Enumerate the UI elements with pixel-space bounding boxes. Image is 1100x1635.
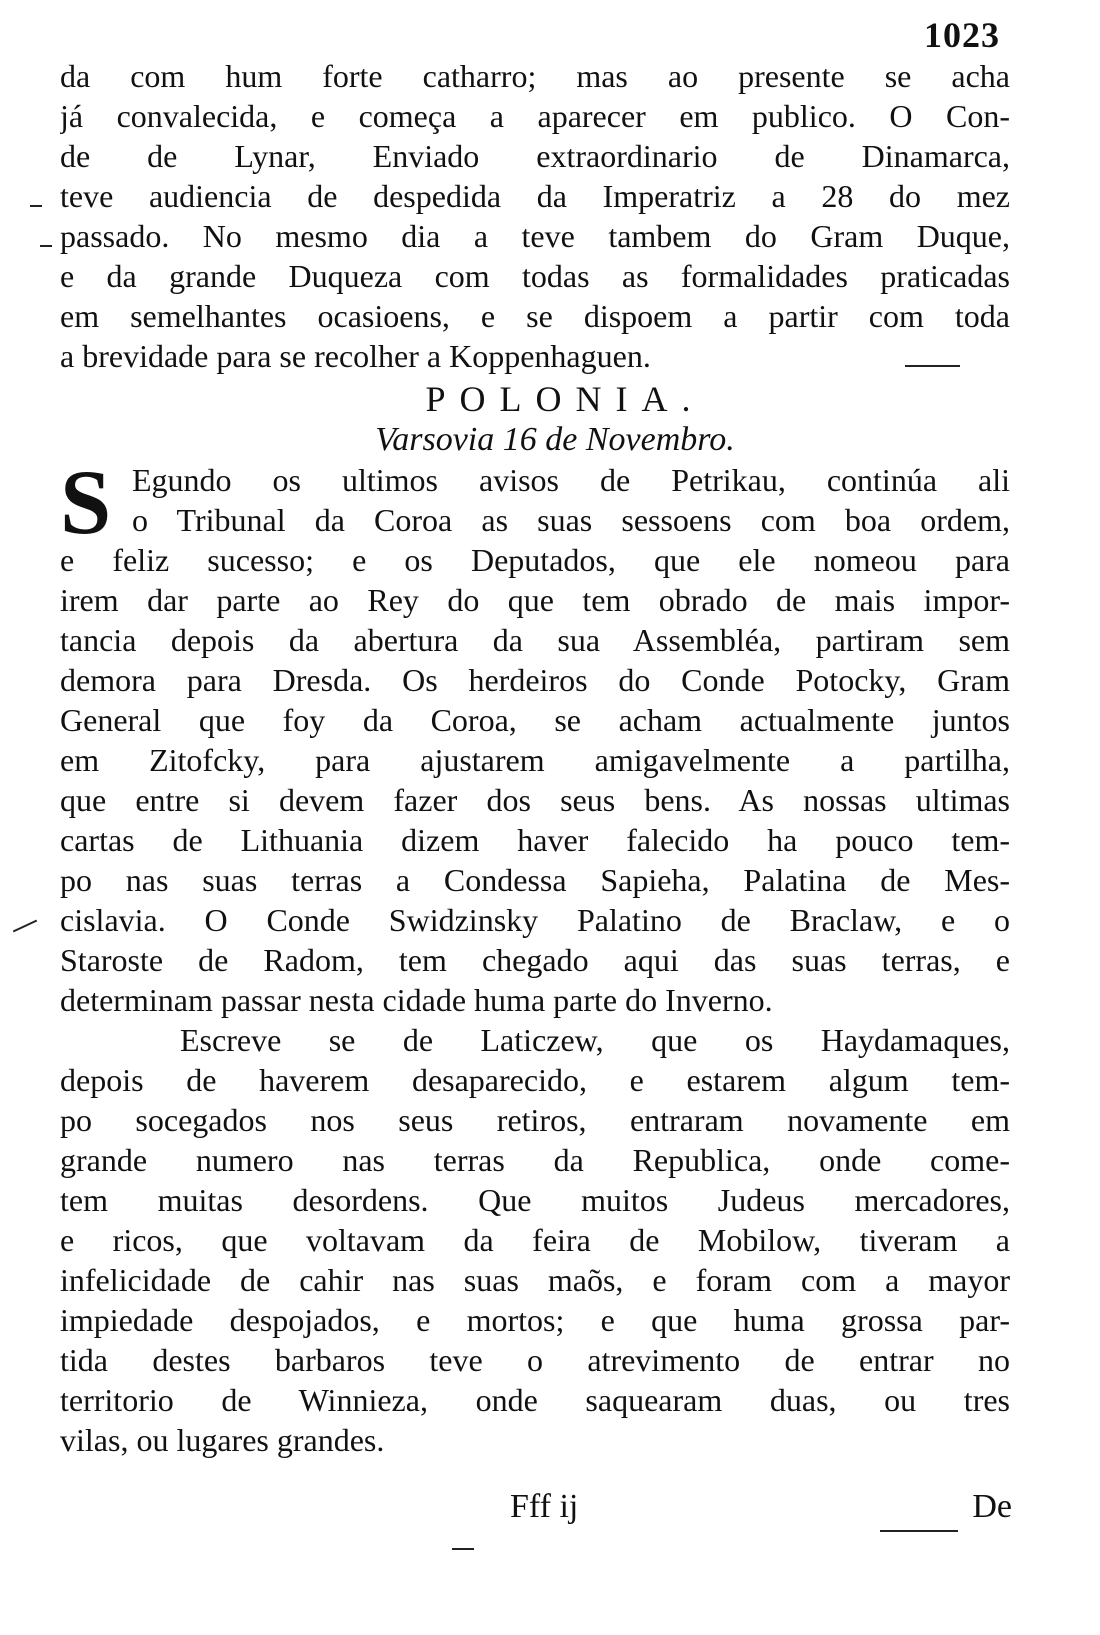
text-line: Egundo os ultimos avisos de Petrikau, continúa ali (132, 462, 1010, 498)
text-line: po nas suas terras a Condessa Sapieha, Palatina de Mes- (60, 862, 1010, 898)
signature-mark: Fff ij (510, 1488, 579, 1525)
text-line: Staroste de Radom, tem chegado aqui das suas terras, e (60, 942, 1010, 978)
text-line: impiedade despojados, e mortos; e que huma grossa par- (60, 1302, 1010, 1338)
text-line: já convalecida, e começa a aparecer em publico. O Con- (60, 98, 1010, 134)
text-line: que entre si devem fazer dos seus bens. As nossas ultimas (60, 782, 1010, 818)
text-line: tancia depois da abertura da sua Assembléa, partiram sem (60, 622, 1010, 658)
text-line: da com hum forte catharro; mas ao presente se acha (60, 58, 1010, 94)
text-line: cartas de Lithuania dizem haver falecido ha pouco tem- (60, 822, 1010, 858)
text-line: po socegados nos seus retiros, entraram novamente em (60, 1102, 1010, 1138)
text-line: tem muitas desordens. Que muitos Judeus mercadores, (60, 1182, 1010, 1218)
text-line: demora para Dresda. Os herdeiros do Conde Potocky, Gram (60, 662, 1010, 698)
text-line: e ricos, que voltavam da feira de Mobilow, tiveram a (60, 1222, 1010, 1258)
text-line: vilas, ou lugares grandes. (60, 1422, 385, 1458)
text-line: infelicidade de cahir nas suas maõs, e foram com a mayor (60, 1262, 1010, 1298)
text-line: passado. No mesmo dia a teve tambem do Gram Duque, (60, 218, 1010, 254)
text-line: o Tribunal da Coroa as suas sessoens com boa ordem, (132, 502, 1010, 538)
margin-mark (13, 920, 37, 933)
text-line: General que foy da Coroa, se acham actualmente juntos (60, 702, 1010, 738)
text-line: Escreve se de Laticzew, que os Haydamaques, (180, 1022, 1010, 1058)
text-line: territorio de Winnieza, onde saquearam duas, ou tres (60, 1382, 1010, 1418)
dateline: Varsovia 16 de Novembro. (375, 421, 735, 458)
text-line: de de Lynar, Enviado extraordinario de Dinamarca, (60, 138, 1010, 174)
paragraph-laticzew (60, 1020, 1010, 1460)
section-title: POLONIA. (425, 379, 705, 419)
text-line: tida destes barbaros teve o atrevimento de entrar no (60, 1342, 1010, 1378)
ink-dash (905, 365, 960, 367)
text-line: e feliz sucesso; e os Deputados, que ele nomeou para (60, 542, 1010, 578)
text-line: grande numero nas terras da Republica, onde come- (60, 1142, 1010, 1178)
ink-dash (452, 1548, 474, 1550)
paragraph-polonia (60, 451, 1010, 1020)
margin-mark (30, 205, 42, 207)
text-line: em Zitofcky, para ajustarem amigavelmente a partilha, (60, 742, 1010, 778)
margin-mark (40, 245, 52, 247)
text-line: determinam passar nesta cidade huma parte do Inverno. (60, 982, 773, 1018)
text-line: em semelhantes ocasioens, e se dispoem a partir com toda (60, 298, 1010, 334)
drop-cap: S (60, 451, 112, 553)
text-line: cislavia. O Conde Swidzinsky Palatino de Braclaw, e o (60, 902, 1010, 938)
text-line: irem dar parte ao Rey do que tem obrado de mais impor- (60, 582, 1010, 618)
page-number: 1023 (924, 15, 1000, 55)
ink-dash (880, 1530, 958, 1532)
text-line: e da grande Duqueza com todas as formalidades praticadas (60, 258, 1010, 294)
page-body (60, 56, 1010, 1460)
text-line: a brevidade para se recolher a Koppenhaguen. (60, 338, 651, 374)
catchword: De (972, 1488, 1012, 1525)
intro-paragraph (60, 56, 1010, 376)
text-line: teve audiencia de despedida da Imperatriz a 28 do mez (60, 178, 1010, 214)
text-line: depois de haverem desaparecido, e estarem algum tem- (60, 1062, 1010, 1098)
